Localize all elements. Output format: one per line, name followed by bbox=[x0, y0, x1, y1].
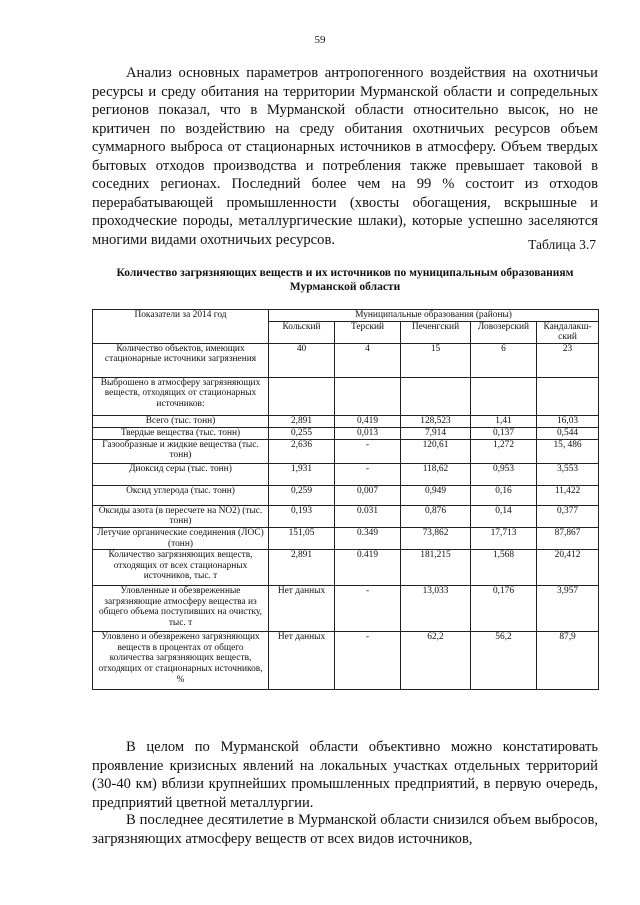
row-label: Уловленные и обезвреженные загрязняющие атмосферу вещества из общего объема поступивших на очистку, тыс. т bbox=[93, 586, 269, 632]
paragraph-2: В целом по Мурманской области объективно можно констатировать проявление кризисных явлений на локальных участках отдельных территорий (30-40 км) вблизи крупнейших промышленных предприятий, в первую очередь, предприятий цветной металлургии. bbox=[92, 739, 598, 811]
table-cell: 0.031 bbox=[335, 505, 401, 527]
indicator-header: Показатели за 2014 год bbox=[93, 310, 269, 344]
table-row bbox=[93, 427, 599, 439]
table-cell: 1,41 bbox=[471, 415, 537, 427]
table-cell: 20,412 bbox=[537, 550, 599, 586]
row-label: Диоксид серы (тыс. тонн) bbox=[93, 463, 269, 485]
table-cell: 0,16 bbox=[471, 485, 537, 505]
row-label: Количество загрязняющих веществ, отходящих от всех стационарных источников, тыс. т bbox=[93, 550, 269, 586]
column-header: Ловозерский bbox=[471, 321, 537, 343]
table-cell: 0,013 bbox=[335, 427, 401, 439]
row-label: Количество объектов, имеющих стационарные источники загрязнения bbox=[93, 343, 269, 377]
paragraph-3: В последнее десятилетие в Мурманской области снизился объем выбросов, загрязняющих атмосферу веществ от всех видов источников, bbox=[92, 812, 598, 847]
row-label: Твердые вещества (тыс. тонн) bbox=[93, 427, 269, 439]
table-cell: 16,03 bbox=[537, 415, 599, 427]
row-label: Газообразные и жидкие вещества (тыс. тонн) bbox=[93, 439, 269, 463]
table-cell bbox=[471, 377, 537, 415]
table-cell: 0.419 bbox=[335, 550, 401, 586]
table-cell: 0,255 bbox=[269, 427, 335, 439]
table-cell: 0,953 bbox=[471, 463, 537, 485]
table-cell: 181,215 bbox=[401, 550, 471, 586]
table-row bbox=[93, 632, 599, 690]
table-row bbox=[93, 485, 599, 505]
table-cell: 128,523 bbox=[401, 415, 471, 427]
table-cell: 2,891 bbox=[269, 415, 335, 427]
table-cell: 0,137 bbox=[471, 427, 537, 439]
table-cell bbox=[335, 377, 401, 415]
table-cell: 4 bbox=[335, 343, 401, 377]
table-cell: 2,636 bbox=[269, 439, 335, 463]
row-label: Выброшено в атмосферу загрязняющих веществ, отходящих от стационарных источников: bbox=[93, 377, 269, 415]
table-cell: Нет данных bbox=[269, 632, 335, 690]
table-cell: 0,176 bbox=[471, 586, 537, 632]
table-cell: 56,2 bbox=[471, 632, 537, 690]
table-cell: 3,957 bbox=[537, 586, 599, 632]
page-number: 59 bbox=[314, 34, 326, 46]
table-cell: 2,891 bbox=[269, 550, 335, 586]
table-cell: 0,193 bbox=[269, 505, 335, 527]
column-header: Кольский bbox=[269, 321, 335, 343]
table-row bbox=[93, 550, 599, 586]
table-row bbox=[93, 439, 599, 463]
table-cell: Нет данных bbox=[269, 586, 335, 632]
table-cell: - bbox=[335, 632, 401, 690]
table-cell bbox=[537, 377, 599, 415]
table-number: Таблица 3.7 bbox=[528, 237, 596, 252]
table-cell: 1,568 bbox=[471, 550, 537, 586]
table-cell bbox=[401, 377, 471, 415]
table-cell bbox=[269, 377, 335, 415]
table-cell: - bbox=[335, 439, 401, 463]
table-cell: 0,419 bbox=[335, 415, 401, 427]
row-label: Уловлено и обезврежено загрязняющих веществ в процентах от общего количества загрязняющих веществ, отходящих от стационарных источников, % bbox=[93, 632, 269, 690]
table-cell: 7,914 bbox=[401, 427, 471, 439]
table-cell: 15 bbox=[401, 343, 471, 377]
row-label: Оксид углерода (тыс. тонн) bbox=[93, 485, 269, 505]
table-cell: 73,862 bbox=[401, 527, 471, 549]
table-cell: 0,949 bbox=[401, 485, 471, 505]
table-row bbox=[93, 377, 599, 415]
table-row bbox=[93, 343, 599, 377]
table-row bbox=[93, 586, 599, 632]
table-row bbox=[93, 463, 599, 485]
table-cell: 62,2 bbox=[401, 632, 471, 690]
table-cell: 0,259 bbox=[269, 485, 335, 505]
column-header: Печенгский bbox=[401, 321, 471, 343]
table-cell: 15, 486 bbox=[537, 439, 599, 463]
row-label: Оксиды азота (в пересчете на NO2) (тыс. тонн) bbox=[93, 505, 269, 527]
table-row bbox=[93, 415, 599, 427]
table-cell: 0,377 bbox=[537, 505, 599, 527]
table-cell: - bbox=[335, 586, 401, 632]
table-cell: 3,553 bbox=[537, 463, 599, 485]
table-cell: 118,62 bbox=[401, 463, 471, 485]
table-cell: 6 bbox=[471, 343, 537, 377]
municipalities-header: Муниципальные образования (районы) bbox=[269, 310, 599, 322]
column-header: Терский bbox=[335, 321, 401, 343]
table-cell: 151,05 bbox=[269, 527, 335, 549]
table-title: Количество загрязняющих веществ и их источников по муниципальным образованиям Мурманской области bbox=[116, 267, 574, 293]
table-cell: 0,544 bbox=[537, 427, 599, 439]
table-cell: 23 bbox=[537, 343, 599, 377]
table-cell: 40 bbox=[269, 343, 335, 377]
table-row bbox=[93, 505, 599, 527]
table-cell: 87,9 bbox=[537, 632, 599, 690]
table-row bbox=[93, 527, 599, 549]
table-cell: - bbox=[335, 463, 401, 485]
intro-paragraph: Анализ основных параметров антропогенного воздействия на охотничьи ресурсы и среду обитания на территории Мурманской области и сопредельных регионов показал, что в Мурманской области относительно высок, но не критичен по воздействию на среду обитания охотничьих ресурсов объем суммарного выброса от стационарных источников в атмосферу. Объем твердых бытовых отходов производства и потребления также превышает таковой в соседних регионах. Последний более чем на 99 % состоит из отходов перерабатывающей промышленности (хвосты обогащения, вскрышные и проходческие породы, металлургические шлаки), которые успешно заселяются многими видами охотничьих ресурсов. bbox=[92, 65, 598, 248]
table-cell: 0.349 bbox=[335, 527, 401, 549]
table-cell: 11,422 bbox=[537, 485, 599, 505]
table-cell: 13,033 bbox=[401, 586, 471, 632]
row-label: Всего (тыс. тонн) bbox=[93, 415, 269, 427]
table-cell: 1,272 bbox=[471, 439, 537, 463]
table-cell: 0,007 bbox=[335, 485, 401, 505]
table-body bbox=[93, 343, 599, 689]
table-cell: 0,876 bbox=[401, 505, 471, 527]
table-cell: 1,931 bbox=[269, 463, 335, 485]
table-cell: 87,867 bbox=[537, 527, 599, 549]
table-cell: 120,61 bbox=[401, 439, 471, 463]
table-cell: 0,14 bbox=[471, 505, 537, 527]
row-label: Летучие органические соединения (ЛОС) (тонн) bbox=[93, 527, 269, 549]
pollutants-table bbox=[92, 309, 599, 690]
table-cell: 17,713 bbox=[471, 527, 537, 549]
column-header: Кандалакш-ский bbox=[537, 321, 599, 343]
